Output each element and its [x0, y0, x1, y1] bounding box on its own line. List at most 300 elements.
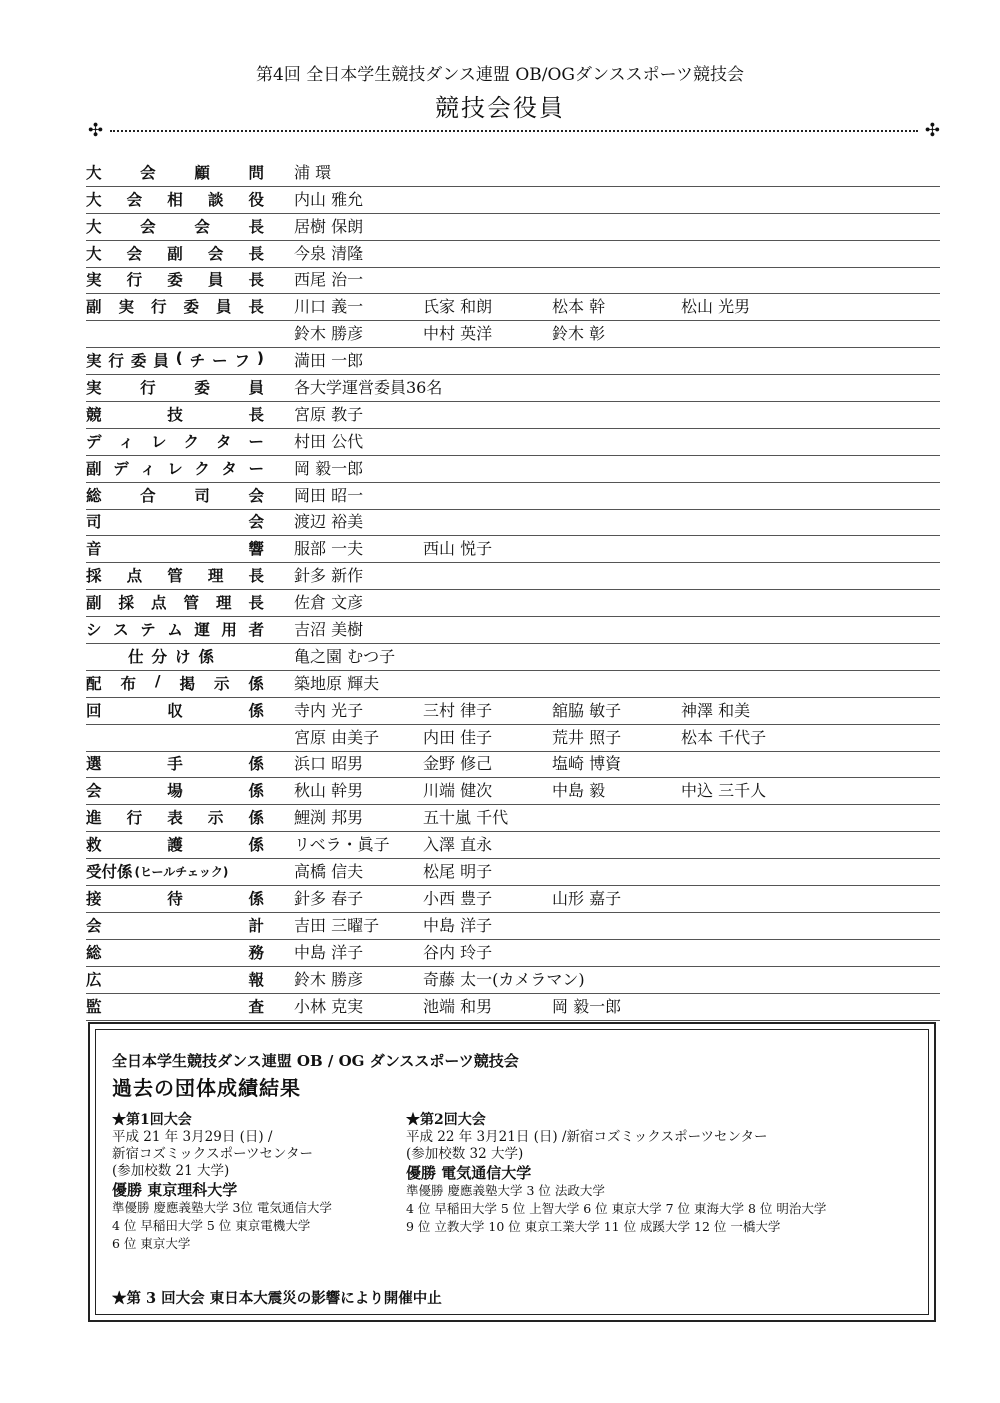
role-char: レ: [167, 459, 183, 478]
official-name: 渡辺 裕美: [294, 512, 364, 532]
role-char: 司: [86, 513, 102, 532]
roster-row: [86, 617, 940, 644]
role-char: 長: [248, 271, 264, 290]
roster-row: [86, 483, 940, 510]
roster-row: [86, 456, 940, 483]
official-name: 三村 律子: [423, 700, 493, 720]
role-char: 大: [86, 244, 102, 263]
official-name: 岡田 昭一: [294, 485, 364, 505]
officials-roster: [86, 160, 940, 1021]
official-name: 中村 英洋: [423, 324, 493, 344]
role-char: 管: [167, 567, 183, 586]
role-char: 総: [86, 486, 102, 505]
official-name: 山形 嘉子: [552, 888, 622, 908]
official-name: 針多 春子: [294, 888, 364, 908]
role-label: [86, 806, 264, 831]
competition-date: 平成 22 年 3月21日 (日) /新宿コズミックスポーツセンター: [406, 1129, 768, 1145]
role-char: 副: [86, 594, 102, 613]
role-char: 合: [140, 486, 156, 505]
role-char: 競: [86, 405, 102, 424]
role-char: 問: [248, 163, 264, 182]
role-label: [86, 833, 264, 858]
role-char: 会: [86, 782, 102, 801]
role-char: 員: [248, 379, 264, 398]
roster-row: [86, 402, 940, 429]
roster-row: [86, 967, 940, 994]
role-char: 実: [86, 352, 102, 371]
official-name: 満田 一郎: [294, 351, 364, 371]
roster-row: [86, 671, 940, 698]
competition-winner: 優勝 東京理科大学: [112, 1181, 238, 1199]
role-char: 大: [86, 190, 102, 209]
role-char: 理: [215, 594, 232, 613]
role-char: 監: [86, 997, 102, 1016]
role-char: タ: [221, 459, 237, 478]
role-char: 進: [86, 809, 102, 828]
role-char: 係: [248, 701, 264, 720]
names-list: [264, 859, 940, 885]
role-label: [86, 672, 264, 697]
names-list: [264, 267, 940, 293]
role-char: 手: [167, 755, 183, 774]
role-char: 長: [248, 217, 264, 236]
role-label: [86, 887, 264, 912]
roster-row: [86, 913, 940, 940]
result-line: 準優勝 慶應義塾大学 3 位 法政大学: [406, 1183, 605, 1198]
result-line: 6 位 東京大学: [112, 1236, 191, 1251]
role-char: 会: [248, 486, 264, 505]
role-label: [86, 349, 264, 374]
names-list: [264, 536, 940, 562]
roster-row: [86, 429, 940, 456]
roster-row: [86, 510, 940, 537]
official-name: 中島 洋子: [294, 942, 364, 962]
names-list: [264, 375, 940, 401]
names-list: [264, 994, 940, 1020]
roster-row: [86, 348, 940, 375]
official-name: 内山 雅允: [294, 189, 364, 209]
role-char: ): [256, 349, 264, 368]
competition-venue: 新宿コズミックスポーツセンター: [112, 1146, 314, 1162]
roster-row: [86, 214, 940, 241]
official-name: 針多 新作: [294, 566, 364, 586]
competition-participants: (参加校数 32 大学): [406, 1146, 524, 1162]
official-name: 小林 克実: [294, 996, 364, 1016]
role-char: 長: [248, 567, 264, 586]
dotted-line: [110, 130, 918, 132]
role-label: [86, 484, 264, 509]
official-name: 中込 三千人: [681, 781, 767, 801]
results-title: 過去の団体成績結果: [112, 1076, 301, 1100]
names-list: [264, 160, 940, 186]
role-char: 会: [140, 163, 156, 182]
roster-row: [86, 321, 940, 348]
role-char: 大: [86, 163, 102, 182]
role-char: 待: [167, 889, 183, 908]
roster-row: [86, 160, 940, 187]
result-line: 9 位 立教大学 10 位 東京工業大学 11 位 成蹊大学 12 位 一橋大学: [406, 1219, 781, 1234]
role-char: (: [175, 349, 183, 368]
role-char: 役: [248, 190, 264, 209]
role-char: 示: [213, 674, 230, 693]
role-label: [86, 699, 264, 724]
role-char: 護: [167, 836, 183, 855]
role-label: [86, 564, 264, 589]
names-list: [264, 402, 940, 428]
official-name: 池端 和男: [423, 996, 493, 1016]
role-char: 顧: [194, 163, 210, 182]
names-list: [264, 590, 940, 616]
role-label: [86, 376, 264, 401]
role-char: 場: [167, 782, 183, 801]
official-name: 谷内 玲子: [423, 942, 493, 962]
role-char: 行: [140, 379, 156, 398]
role-char: 回: [86, 701, 102, 720]
role-char: 採: [86, 567, 102, 586]
official-name: 奇藤 太一(カメラマン): [423, 969, 585, 989]
role-char: 採: [118, 594, 134, 613]
role-char: 係: [248, 674, 264, 693]
role-char: 係: [248, 889, 264, 908]
roster-row: [86, 940, 940, 967]
official-name: リベラ・眞子: [294, 835, 390, 855]
role-char: 会: [86, 916, 102, 935]
names-list: [264, 805, 940, 831]
role-char: ィ: [118, 432, 134, 451]
role-char: 計: [248, 916, 264, 935]
role-char: 談: [207, 190, 224, 209]
role-char: 会: [140, 217, 156, 236]
roster-row: [86, 886, 940, 913]
role-char: 務: [248, 943, 264, 962]
official-name: 鈴木 彰: [552, 324, 606, 344]
role-label: [86, 752, 264, 777]
names-list: [264, 563, 940, 589]
role-char: 副: [86, 298, 102, 317]
role-char: 管: [183, 594, 199, 613]
roster-row: [86, 375, 940, 402]
competition-head: ★第1回大会: [112, 1112, 192, 1128]
official-name: 浦 環: [294, 162, 332, 182]
roster-row: [86, 752, 940, 779]
roster-row: [86, 644, 940, 671]
page-subtitle: 第4回 全日本学生競技ダンス連盟 OB/OGダンススポーツ競技会: [256, 65, 744, 85]
official-name: 岡 毅一郎: [294, 458, 364, 478]
role-char: 係: [248, 809, 264, 828]
role-char: 実: [86, 379, 102, 398]
role-char: ー: [212, 352, 228, 371]
official-name: 神澤 和美: [681, 700, 751, 720]
page-title: 競技会役員: [435, 94, 565, 122]
role-label: [86, 161, 264, 186]
official-name: 松尾 明子: [423, 862, 493, 882]
names-list: [264, 509, 940, 535]
official-name: 居樹 保朗: [294, 216, 364, 236]
names-list: [264, 214, 940, 240]
role-char: 大: [86, 217, 102, 236]
official-name: 舘脇 敏子: [552, 700, 622, 720]
role-char: 音: [86, 540, 102, 559]
names-list: [264, 778, 940, 804]
role-char: 司: [194, 486, 210, 505]
past-results-box: [88, 1022, 936, 1322]
role-char: 者: [248, 621, 264, 640]
second-competition: [406, 1112, 926, 1236]
role-char: 総: [86, 943, 102, 962]
role-label: [86, 403, 264, 428]
role-char: ィ: [140, 459, 156, 478]
role-char: 実: [118, 298, 134, 317]
role-char: 会: [248, 513, 264, 532]
official-name: 鈴木 勝彦: [294, 324, 364, 344]
names-list: [264, 967, 940, 993]
role-char: 長: [248, 594, 264, 613]
role-char: ク: [194, 459, 210, 478]
role-char: ス: [113, 621, 129, 640]
role-label: [86, 968, 264, 993]
official-name: 内田 佳子: [423, 727, 493, 747]
role-label: [86, 215, 264, 240]
role-char: 行: [150, 298, 167, 317]
role-char: 員: [215, 298, 232, 317]
role-label: [86, 242, 264, 267]
official-name: 築地原 輝夫: [294, 673, 380, 693]
role-char: 救: [86, 836, 102, 855]
official-name: 小西 豊子: [423, 888, 493, 908]
roster-row: [86, 859, 940, 886]
role-char: 用: [221, 621, 237, 640]
result-line: 4 位 早稲田大学 5 位 上智大学 6 位 東京大学 7 位 東海大学 8 位 明治大学: [406, 1201, 827, 1216]
official-name: 今泉 清隆: [294, 243, 364, 263]
official-name: 秋山 幹男: [294, 781, 364, 801]
role-char: シ: [86, 621, 102, 640]
role-char: 収: [167, 701, 183, 720]
role-label: [86, 995, 264, 1020]
role-char: 点: [126, 567, 143, 586]
official-name: 中島 毅: [552, 781, 606, 801]
official-name: 佐倉 文彦: [294, 593, 364, 613]
results-heading: 全日本学生競技ダンス連盟 OB / OG ダンススポーツ競技会: [112, 1052, 519, 1070]
role-char: 運: [194, 621, 210, 640]
names-list: [264, 429, 940, 455]
role-char: 響: [248, 540, 264, 559]
names-list: [264, 725, 940, 751]
names-list: [264, 940, 940, 966]
names-list: [264, 832, 940, 858]
role-char: /: [154, 671, 161, 690]
role-label: 仕分け係: [127, 647, 222, 666]
role-char: ー: [248, 459, 264, 478]
roster-row: [86, 187, 940, 214]
role-char: 行: [126, 271, 143, 290]
official-name: 服部 一夫: [294, 539, 364, 559]
names-list: [264, 644, 940, 670]
third-competition-cancelled: ★第 3 回大会 東日本大震災の影響により開催中止: [112, 1290, 442, 1307]
role-char: 配: [86, 674, 102, 693]
official-name: 入澤 直永: [423, 835, 493, 855]
role-char: 理: [207, 567, 224, 586]
role-char: 掲: [179, 674, 196, 693]
roster-row: [86, 563, 940, 590]
role-char: 会: [207, 244, 224, 263]
official-name: 高橋 信夫: [294, 862, 364, 882]
role-char: 員: [153, 352, 169, 371]
names-list: [264, 617, 940, 643]
ornamental-divider: [88, 120, 940, 142]
official-name: 吉田 三曜子: [294, 915, 380, 935]
role-char: 実: [86, 271, 102, 290]
role-char: 係: [248, 755, 264, 774]
roster-row: [86, 536, 940, 563]
roster-row: [86, 294, 940, 321]
official-name: 松山 光男: [681, 297, 751, 317]
names-list: [264, 698, 940, 724]
role-char: 委: [167, 271, 183, 290]
role-char: 布: [120, 674, 136, 693]
role-label: [86, 779, 264, 804]
role-label: [86, 268, 264, 293]
role-label: [86, 591, 264, 616]
competition-participants: (参加校数 21 大学): [112, 1163, 230, 1179]
role-char: 広: [86, 970, 102, 989]
official-name: 氏家 和朗: [423, 297, 493, 317]
role-char: ム: [167, 621, 183, 640]
names-list: [264, 348, 940, 374]
role-char: レ: [150, 432, 167, 451]
first-competition: [112, 1112, 402, 1253]
role-char: テ: [140, 621, 156, 640]
role-char: デ: [86, 432, 102, 451]
names-list: [264, 294, 940, 320]
role-char: 点: [150, 594, 167, 613]
role-label: [86, 537, 264, 562]
official-name: 中島 洋子: [423, 915, 493, 935]
role-char: 選: [86, 755, 102, 774]
official-name: 荒井 照子: [552, 727, 622, 747]
official-name: 川口 義一: [294, 297, 364, 317]
names-list: [264, 241, 940, 267]
roster-row: [86, 590, 940, 617]
official-name: 松本 幹: [552, 297, 606, 317]
role-char: タ: [215, 432, 232, 451]
role-char: 会: [126, 244, 143, 263]
role-char: デ: [113, 459, 129, 478]
names-list: [264, 456, 940, 482]
official-name: 各大学運営委員36名: [294, 378, 443, 398]
official-name: 村田 公代: [294, 431, 364, 451]
roster-row: [86, 805, 940, 832]
competition-date: 平成 21 年 3月29日 (日) /: [112, 1129, 273, 1145]
role-label: [86, 430, 264, 455]
official-name: 宮原 由美子: [294, 727, 380, 747]
roster-row: [86, 241, 940, 268]
flower-ornament-icon: ✣: [88, 120, 104, 141]
role-text: 受付係: [86, 863, 133, 882]
official-name: 亀之園 むつ子: [294, 646, 396, 666]
official-name: 宮原 教子: [294, 404, 364, 424]
role-char: 長: [248, 405, 264, 424]
official-name: 浜口 昭男: [294, 754, 364, 774]
role-char: 長: [248, 298, 264, 317]
role-label: [86, 295, 264, 320]
role-char: 報: [248, 970, 264, 989]
official-name: 寺内 光子: [294, 700, 364, 720]
role-char: 会: [194, 217, 210, 236]
role-char: 副: [167, 244, 183, 263]
role-char: 相: [167, 190, 183, 209]
role-label: [86, 860, 264, 885]
role-char: 委: [183, 298, 199, 317]
role-label: [86, 748, 264, 751]
result-line: 準優勝 慶應義塾大学 3位 電気通信大学: [112, 1200, 332, 1215]
role-char: 係: [248, 836, 264, 855]
official-name: 吉沼 美樹: [294, 620, 364, 640]
role-label: [86, 914, 264, 939]
role-label: [86, 618, 264, 643]
role-char: フ: [234, 352, 250, 371]
roster-row: [86, 778, 940, 805]
role-note: (ヒールチェック): [134, 864, 229, 879]
official-name: 金野 修己: [423, 754, 493, 774]
role-char: 係: [248, 782, 264, 801]
official-name: 塩崎 博資: [552, 754, 622, 774]
role-label: [86, 941, 264, 966]
flower-ornament-icon: ✣: [924, 120, 940, 141]
official-name: 岡 毅一郎: [552, 996, 622, 1016]
roster-row: [86, 994, 940, 1021]
role-char: 接: [86, 889, 102, 908]
competition-head: ★第2回大会: [406, 1112, 486, 1128]
role-label: [86, 457, 264, 482]
names-list: [264, 886, 940, 912]
role-char: 表: [167, 809, 183, 828]
role-char: 員: [207, 271, 224, 290]
official-name: 川端 健次: [423, 781, 493, 801]
result-line: 4 位 早稲田大学 5 位 東京電機大学: [112, 1218, 311, 1233]
role-label: [86, 188, 264, 213]
role-char: 会: [126, 190, 143, 209]
role-label: [86, 510, 264, 535]
roster-row: [86, 832, 940, 859]
role-char: ク: [183, 432, 199, 451]
role-char: 技: [167, 405, 183, 424]
competition-winner: 優勝 電気通信大学: [406, 1164, 532, 1182]
role-char: ー: [248, 432, 264, 451]
role-char: 行: [126, 809, 143, 828]
role-char: 委: [194, 379, 210, 398]
names-list: [264, 187, 940, 213]
official-name: 五十嵐 千代: [423, 808, 509, 828]
role-char: 示: [207, 809, 224, 828]
role-label: [86, 344, 264, 347]
roster-row: [86, 698, 940, 725]
names-list: [264, 751, 940, 777]
roster-row: [86, 268, 940, 295]
role-char: 長: [248, 244, 264, 263]
official-name: 西山 悦子: [423, 539, 493, 559]
official-name: 鯉渕 邦男: [294, 808, 364, 828]
names-list: [264, 321, 940, 347]
names-list: [264, 913, 940, 939]
official-name: 松本 千代子: [681, 727, 767, 747]
names-list: [264, 671, 940, 697]
official-name: 西尾 治一: [294, 270, 364, 290]
role-char: 査: [248, 997, 264, 1016]
names-list: [264, 483, 940, 509]
role-char: 委: [130, 352, 147, 371]
roster-row: [86, 725, 940, 752]
role-char: 行: [108, 352, 124, 371]
